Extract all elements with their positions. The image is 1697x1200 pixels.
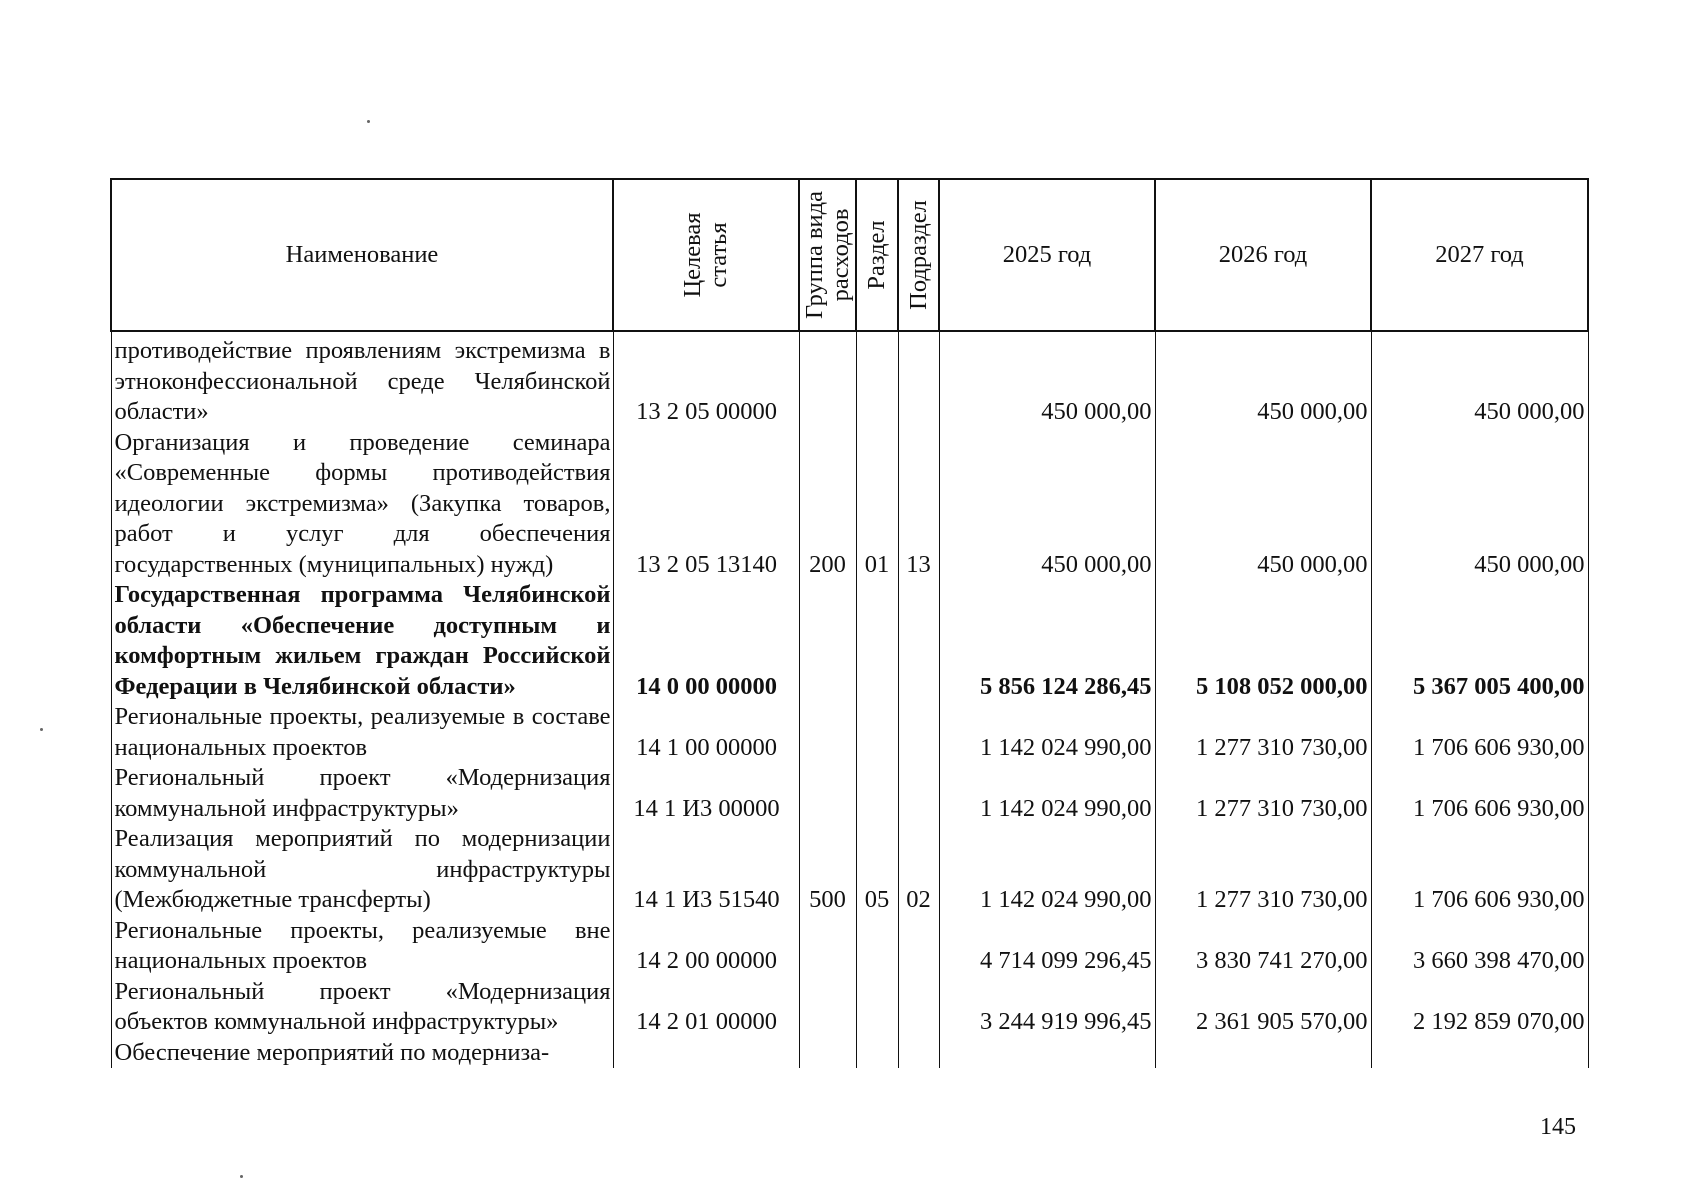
cell-expense-group: 500 [799, 824, 856, 916]
cell-target-article: 14 1 00 00000 [613, 702, 799, 763]
cell-section [856, 916, 898, 977]
cell-2025: 1 142 024 990,00 [939, 763, 1155, 824]
cell-section [856, 331, 898, 428]
cell-subsection [898, 763, 939, 824]
header-expense-group-label: Группа вида расходов [800, 190, 854, 320]
cell-target-article [613, 1038, 799, 1069]
cell-target-article: 14 1 И3 00000 [613, 763, 799, 824]
cell-name: Региональные проекты, реализуемые вне национальных проектов [111, 916, 613, 977]
cell-target-article: 13 2 05 00000 [613, 331, 799, 428]
cell-2026: 450 000,00 [1155, 331, 1371, 428]
header-section [856, 179, 898, 331]
cell-2026: 5 108 052 000,00 [1155, 580, 1371, 702]
table-body [111, 331, 1588, 1068]
table-row [111, 916, 1588, 977]
header-year-2025: 2025 год [939, 179, 1155, 331]
cell-name: Организация и проведение семинара «Современные формы противодействия идеологии экстремизма» (Закупка товаров, работ и услуг для обеспечения государственных (муниципальных) нужд) [111, 428, 613, 581]
cell-target-article: 14 0 00 00000 [613, 580, 799, 702]
cell-subsection [898, 702, 939, 763]
cell-subsection: 13 [898, 428, 939, 581]
cell-name: Государственная программа Челябинской области «Обеспечение доступным и комфортным жильем граждан Российской Федерации в Челябинской области» [111, 580, 613, 702]
header-subsection [898, 179, 939, 331]
cell-name: Реализация мероприятий по модернизации коммунальной инфраструктуры (Межбюджетные трансферты) [111, 824, 613, 916]
table-row [111, 580, 1588, 702]
header-section-label: Раздел [863, 220, 890, 290]
cell-2025 [939, 1038, 1155, 1069]
header-year-2027: 2027 год [1371, 179, 1588, 331]
header-expense-group [799, 179, 856, 331]
cell-name: противодействие проявлениям экстремизма в этноконфессиональной среде Челябинской области» [111, 331, 613, 428]
cell-expense-group [799, 702, 856, 763]
cell-name: Региональный проект «Модернизация коммунальной инфраструктуры» [111, 763, 613, 824]
cell-2027: 1 706 606 930,00 [1371, 824, 1588, 916]
cell-2025: 450 000,00 [939, 428, 1155, 581]
table-row [111, 702, 1588, 763]
cell-target-article: 14 1 И3 51540 [613, 824, 799, 916]
cell-section [856, 977, 898, 1038]
cell-2027: 1 706 606 930,00 [1371, 702, 1588, 763]
cell-section [856, 763, 898, 824]
table-row [111, 763, 1588, 824]
header-name: Наименование [111, 179, 613, 331]
header-year-2026: 2026 год [1155, 179, 1371, 331]
cell-subsection [898, 916, 939, 977]
header-target-article-label: Целевая статья [679, 212, 732, 298]
cell-2025: 3 244 919 996,45 [939, 977, 1155, 1038]
cell-subsection: 02 [898, 824, 939, 916]
cell-2025: 4 714 099 296,45 [939, 916, 1155, 977]
table-row [111, 428, 1588, 581]
cell-2026: 1 277 310 730,00 [1155, 702, 1371, 763]
header-subsection-label: Подраздел [904, 200, 932, 310]
cell-2026: 3 830 741 270,00 [1155, 916, 1371, 977]
cell-2025: 450 000,00 [939, 331, 1155, 428]
cell-2027: 3 660 398 470,00 [1371, 916, 1588, 977]
cell-2026: 1 277 310 730,00 [1155, 763, 1371, 824]
scan-speck [367, 120, 370, 123]
cell-2027: 450 000,00 [1371, 428, 1588, 581]
table-header [111, 179, 1588, 331]
table-row [111, 824, 1588, 916]
cell-section: 01 [856, 428, 898, 581]
cell-section [856, 580, 898, 702]
cell-2027: 450 000,00 [1371, 331, 1588, 428]
cell-target-article: 13 2 05 13140 [613, 428, 799, 581]
scan-speck [240, 1175, 243, 1178]
table-row [111, 1038, 1588, 1069]
cell-2027: 1 706 606 930,00 [1371, 763, 1588, 824]
header-target-article [613, 179, 799, 331]
cell-expense-group [799, 916, 856, 977]
budget-sheet [110, 178, 1587, 1068]
cell-expense-group [799, 763, 856, 824]
cell-section [856, 702, 898, 763]
cell-target-article: 14 2 01 00000 [613, 977, 799, 1038]
cell-section: 05 [856, 824, 898, 916]
cell-2027: 2 192 859 070,00 [1371, 977, 1588, 1038]
table-row [111, 977, 1588, 1038]
cell-2026: 2 361 905 570,00 [1155, 977, 1371, 1038]
cell-expense-group [799, 580, 856, 702]
page-number: 145 [1540, 1114, 1576, 1140]
scan-speck [40, 728, 43, 731]
cell-2025: 1 142 024 990,00 [939, 702, 1155, 763]
cell-2027: 5 367 005 400,00 [1371, 580, 1588, 702]
cell-subsection [898, 1038, 939, 1069]
cell-2025: 1 142 024 990,00 [939, 824, 1155, 916]
cell-2026: 450 000,00 [1155, 428, 1371, 581]
cell-section [856, 1038, 898, 1069]
table-row [111, 331, 1588, 428]
cell-expense-group [799, 331, 856, 428]
cell-name: Обеспечение мероприятий по модерниза- [111, 1038, 613, 1069]
cell-subsection [898, 331, 939, 428]
cell-expense-group [799, 1038, 856, 1069]
cell-expense-group: 200 [799, 428, 856, 581]
cell-2026: 1 277 310 730,00 [1155, 824, 1371, 916]
cell-subsection [898, 977, 939, 1038]
cell-2026 [1155, 1038, 1371, 1069]
budget-table [110, 178, 1589, 1068]
cell-name: Региональные проекты, реализуемые в составе национальных проектов [111, 702, 613, 763]
cell-2025: 5 856 124 286,45 [939, 580, 1155, 702]
cell-2027 [1371, 1038, 1588, 1069]
cell-expense-group [799, 977, 856, 1038]
cell-subsection [898, 580, 939, 702]
cell-target-article: 14 2 00 00000 [613, 916, 799, 977]
cell-name: Региональный проект «Модернизация объектов коммунальной инфраструктуры» [111, 977, 613, 1038]
